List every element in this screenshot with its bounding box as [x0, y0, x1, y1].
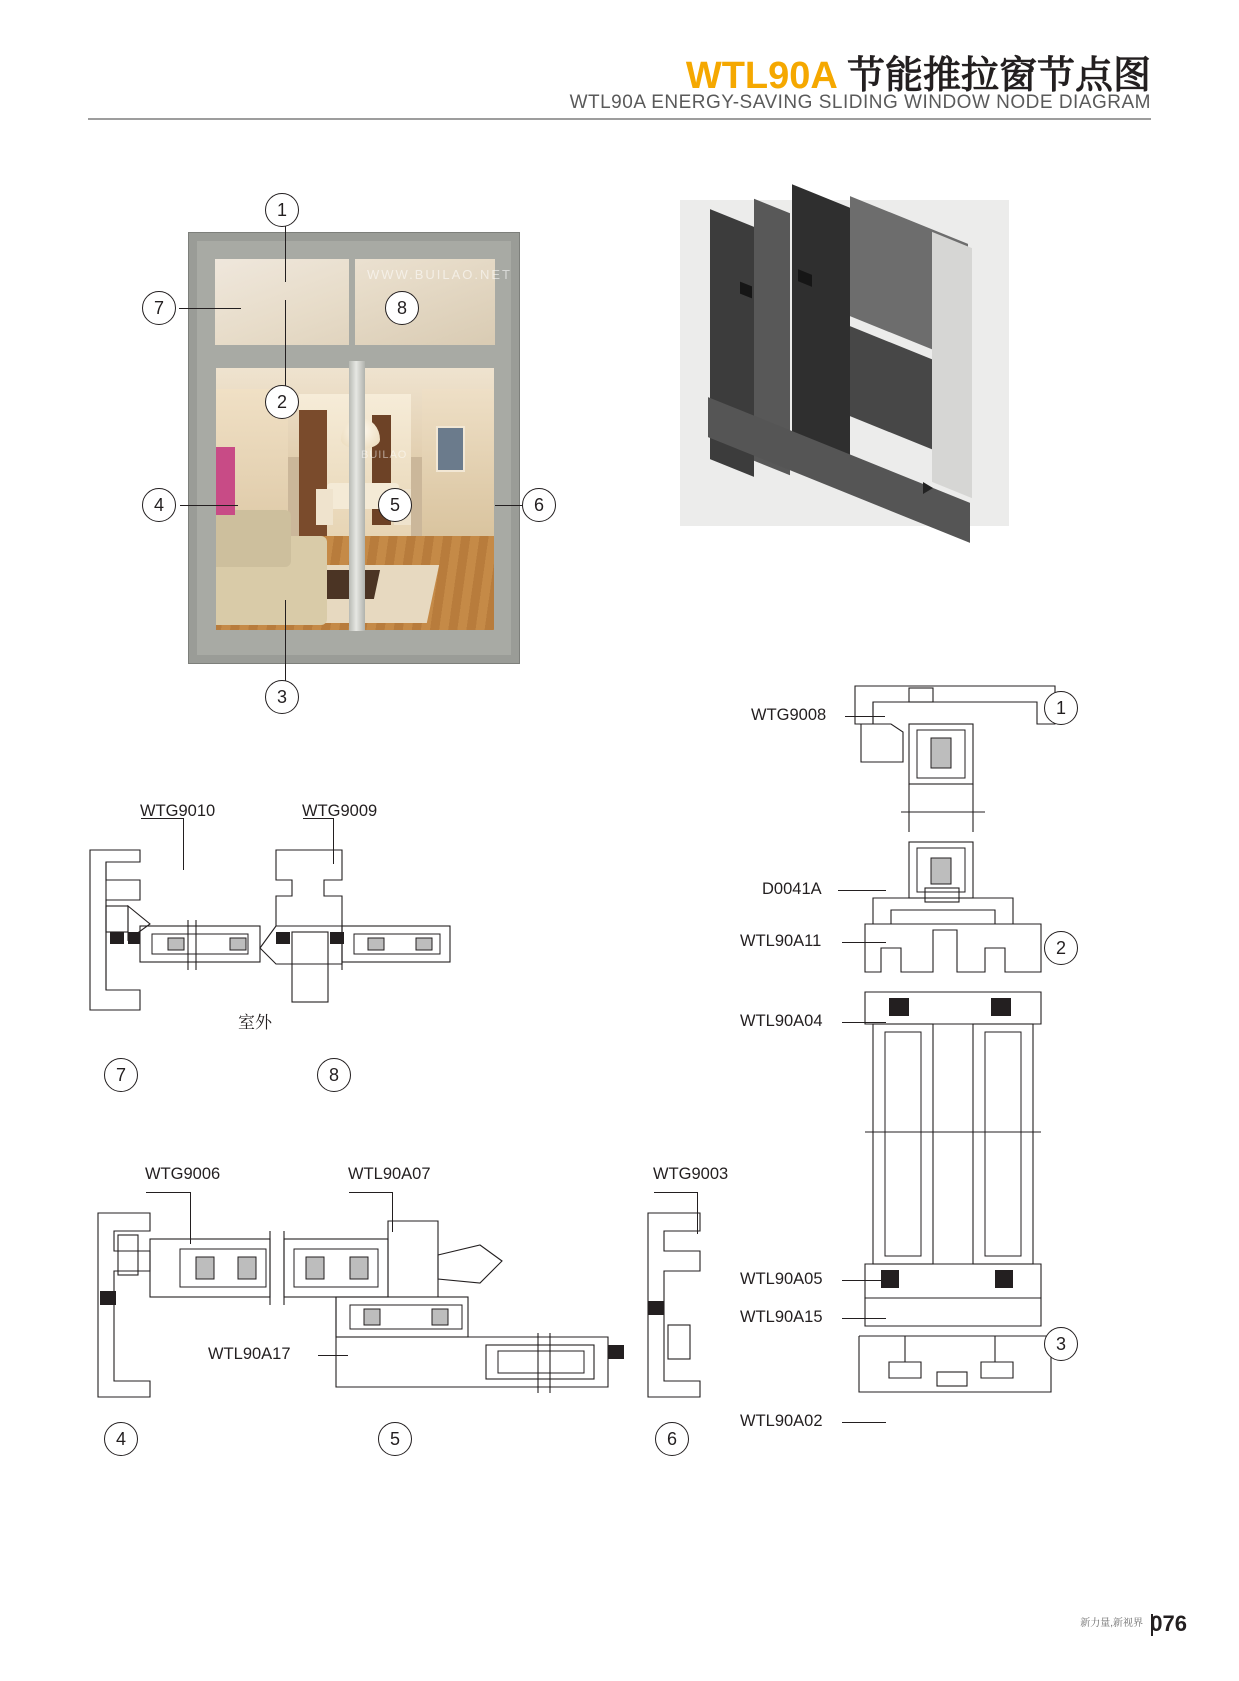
label-wtl90a02: WTL90A02	[740, 1412, 823, 1430]
leader-wtg9008	[845, 716, 885, 717]
callout-bubble-7: 7	[142, 291, 176, 325]
photo-sill	[209, 631, 501, 643]
leader-wtg9006-h	[146, 1192, 190, 1193]
page-number: 076	[1150, 1611, 1187, 1636]
watermark-mid: BUILAO	[361, 449, 408, 461]
callout-bubble-4: 4	[142, 488, 176, 522]
callout-bubble-1: 1	[265, 193, 299, 227]
label-wtg9008: WTG9008	[751, 706, 827, 724]
leader-4	[180, 505, 238, 506]
leader-wtg9006	[190, 1192, 191, 1244]
leader-wtg9009	[333, 818, 334, 864]
section-drawing-1-2-3	[845, 672, 1065, 1422]
section-bubble-6: 6	[655, 1422, 689, 1456]
window-photo	[188, 232, 520, 664]
label-wtl90a17: WTL90A17	[208, 1345, 291, 1363]
title-code: WTL90A	[685, 55, 837, 97]
leader-wtl90a11	[842, 942, 886, 943]
label-wtg9010: WTG9010	[140, 802, 216, 820]
photo-transom-mullion	[349, 253, 355, 351]
watermark-top: WWW.BUILAO.NET	[367, 267, 512, 282]
corner-3d-render	[680, 200, 1009, 526]
leader-wtl90a15	[842, 1318, 886, 1319]
leader-7	[179, 308, 241, 309]
leader-wtl90a17	[318, 1355, 348, 1356]
leader-2	[285, 300, 286, 392]
section-drawing-4-5-6	[88, 1205, 738, 1420]
leader-wtg9003-h	[654, 1192, 697, 1193]
section-bubble-4: 4	[104, 1422, 138, 1456]
label-d0041a: D0041A	[762, 880, 822, 898]
label-wtl90a07: WTL90A07	[348, 1165, 431, 1183]
header-divider	[88, 118, 1151, 120]
leader-wtl90a07-h	[349, 1192, 392, 1193]
leader-wtl90a04	[842, 1022, 886, 1023]
section-bubble-3: 3	[1044, 1327, 1078, 1361]
section-bubble-7: 7	[104, 1058, 138, 1092]
callout-bubble-3: 3	[265, 680, 299, 714]
leader-3	[285, 600, 286, 682]
section-bubble-2: 2	[1044, 931, 1078, 965]
label-outdoor: 室外	[238, 1013, 272, 1032]
label-wtl90a04: WTL90A04	[740, 1012, 823, 1030]
page-subtitle: WTL90A ENERGY-SAVING SLIDING WINDOW NODE DIAGRAM	[569, 92, 1151, 113]
footer-slogan: 新力量,新视界	[1080, 1618, 1143, 1629]
leader-wtl90a02	[842, 1422, 886, 1423]
label-wtg9009: WTG9009	[302, 802, 378, 820]
leader-d0041a	[838, 890, 886, 891]
callout-bubble-6: 6	[522, 488, 556, 522]
callout-bubble-5: 5	[378, 488, 412, 522]
label-wtg9006: WTG9006	[145, 1165, 221, 1183]
label-wtl90a11: WTL90A11	[740, 932, 822, 950]
callout-bubble-8: 8	[385, 291, 419, 325]
section-bubble-5: 5	[378, 1422, 412, 1456]
page-header	[0, 0, 1239, 120]
title-chinese: 节能推拉窗节点图	[846, 55, 1151, 97]
leader-wtl90a05	[842, 1280, 886, 1281]
photo-sash-mullion	[349, 361, 365, 637]
leader-wtg9003	[697, 1192, 698, 1234]
leader-wtg9010	[183, 818, 184, 870]
callout-bubble-2: 2	[265, 385, 299, 419]
section-bubble-1: 1	[1044, 691, 1078, 725]
label-wtg9003: WTG9003	[653, 1165, 729, 1183]
section-bubble-8: 8	[317, 1058, 351, 1092]
leader-wtl90a07	[392, 1192, 393, 1232]
label-wtl90a05: WTL90A05	[740, 1270, 823, 1288]
label-wtl90a15: WTL90A15	[740, 1308, 823, 1326]
page-title	[686, 44, 1151, 99]
